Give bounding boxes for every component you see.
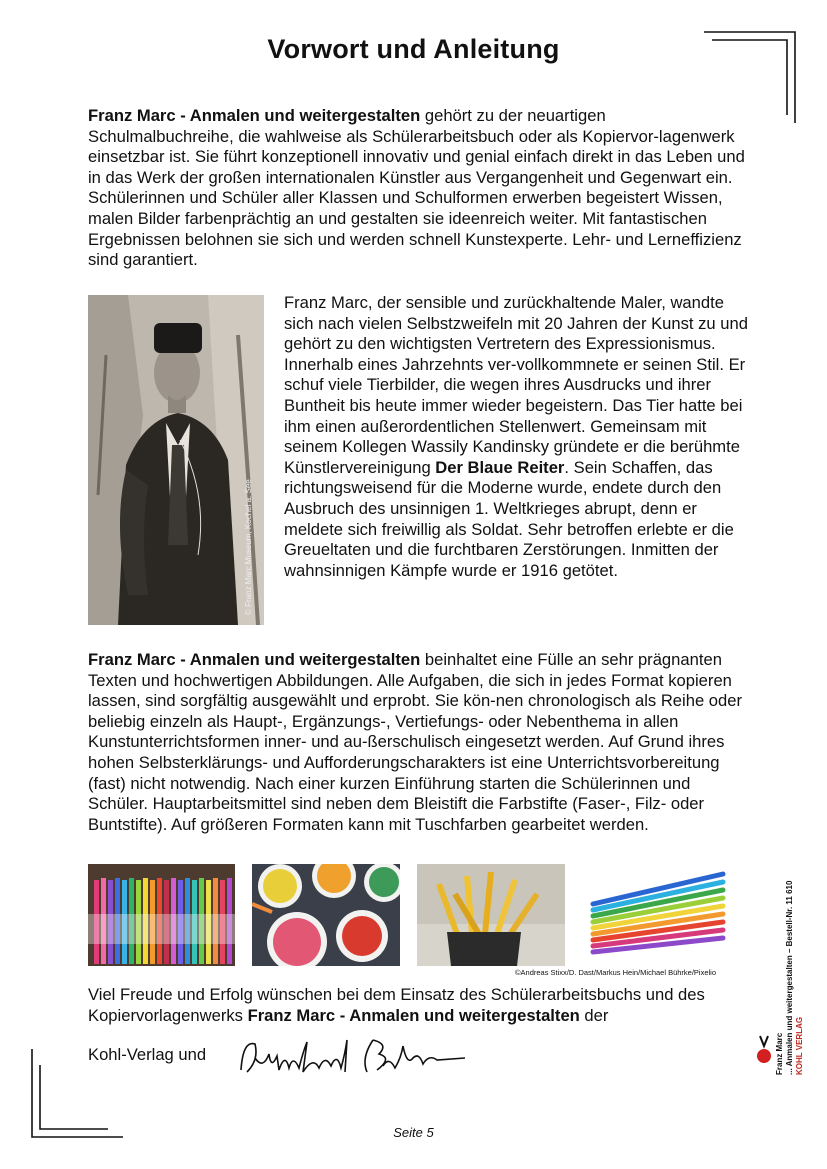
signature-prefix: Kohl-Verlag und [88,1045,207,1064]
book-title-bold-3: Franz Marc - Anmalen und weitergestalten [247,1005,580,1025]
biography-text-a: Franz Marc, der sensible und zurückhaltende Maler, wandte sich nach vielen Selbstzweifeln mit 20 Jahren der Kunst zu und gehört zu den wichtigsten Vertretern des Expressionismus. Innerhalb eines Jahrzehnts ver-vollkommnete er seinen Stil. Er schuf viele Tierbilder, die wegen ihres Ausdrucks und ihrer Buntheit bis heute immer wieder begeistern. Das Tier hatte bei ihm einen außerordentlichen Stellenwert. Gemeinsam mit seinem Kollegen Wassily Kandinsky gründete er die berühmte Künstlervereinigung [284,293,748,477]
kohl-verlag-logo [754,1032,774,1064]
intro-paragraph [88,106,753,271]
closing-paragraph [88,985,753,1026]
closing-text-a: Viel Freude und Erfolg wünschen bei dem Einsatz des Schülerarbeitsbuchs und des Kopiervorlagenwerks [88,985,705,1025]
biography-text-b: . Sein Schaffen, das richtungsweisend für die Moderne wurde, endete durch den Ausbruch des unsinnigen 1. Weltkrieges abrupt, denn er meldete sich freiwillig als Soldat. Sehr betroffen erlebte er die Greueltaten und die furchtbaren Zerstörungen. Inmitten der wahnsinnigen Kämpfe wurde er 1916 getötet. [284,457,734,580]
side-publisher: KOHL VERLAG [795,1016,804,1075]
handwritten-signature [233,1030,473,1085]
book-title-bold: Franz Marc - Anmalen und weitergestalten [88,106,421,125]
usage-paragraph [88,650,753,835]
intro-text: gehört zu der neuartigen Schulmalbuchreihe, die wahlweise als Schülerarbeitsbuch oder als Kopiervor-lagenwerk einsetzbar ist. Sie führt konzeptionell innovativ und genial einfach direkt in das Leben und in das Werk der großen internationalen Künstler aus Vergangenheit und Gegenwart ein. Schülerinnen und Schüler aller Klassen und Schulformen erwerben begeistert Wissen, malen Bilder farbenprächtig an und gestalten sie ideenreich weiter. Mit fantastischen Ergebnissen belohnen sie sich und werden schnell Kunstexperte. Lehr- und Lerneffizienz sind garantiert. [88,106,745,270]
usage-text: beinhaltet eine Fülle an sehr prägnanten Texten und hochwertigen Abbildungen. Alle Aufgaben, die sich in jedes Format kopieren lassen, sind sorgfältig ausgewählt und erprobt. Sie kön-nen chronologisch als Reihe oder beliebig einzeln als Haupt-, Ergänzungs-, Vertiefungs- oder Nebenthema in allen Kunstunterrichtsformen inner- und au-ßerschulisch eingesetzt werden. Auf Grund ihres hohen Selbsterklärungs- und Aufforderungscharakters ist eine Unterrichtsvorbereitung (fast) nicht notwendig. Nach einer kurzen Einführung starten die Schülerinnen und Schüler. Hauptarbeitsmittel sind neben dem Bleistift die Farbstifte (Faser-, Filz- oder Buntstifte). Auf größeren Formaten kann mit Tuschfarben gearbeitet werden. [88,650,743,834]
side-line-2: ... Anmalen und weitergestalten – Bestell-Nr. 11 610 [785,880,794,1075]
closing-text-b: der [579,1005,609,1025]
colored-pencils-photo [583,864,731,966]
pencils-in-cup-photo [417,864,565,966]
gel-pens-photo [88,864,235,966]
photo-caption: © Franz Marc Museum, Kochel a. See [244,479,253,615]
page-title: Vorwort und Anleitung [267,34,560,64]
image-credit: ©Andreas Stixx/D. Dast/Markus Hein/Michael Bührke/Pixelio [515,968,717,977]
watercolor-paint-box-photo [252,864,400,966]
der-blaue-reiter-bold: Der Blaue Reiter [435,457,565,477]
side-book-info [775,881,805,1075]
franz-marc-portrait-photo [88,295,264,625]
side-line-1: Franz Marc [775,1032,784,1075]
book-title-bold-2: Franz Marc - Anmalen und weitergestalten [88,650,421,669]
page-number: Seite 5 [393,1125,434,1140]
biography-paragraph [284,293,758,581]
